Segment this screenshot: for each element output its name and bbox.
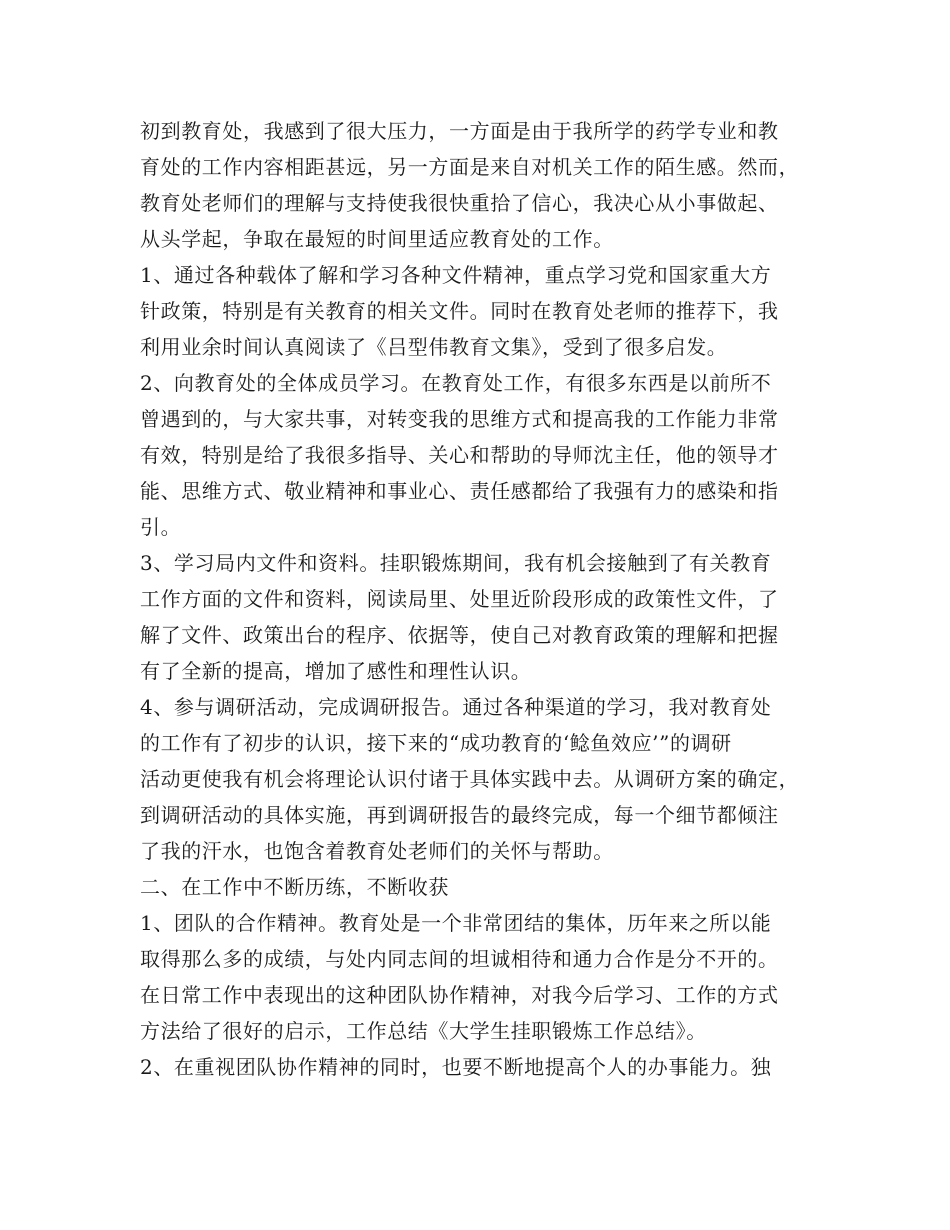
text-line: 教育处老师们的理解与支持使我很快重拾了信心，我决心从小事做起、 <box>140 191 779 215</box>
text-line: 工作方面的文件和资料，阅读局里、处里近阶段形成的政策性文件，了 <box>140 587 779 611</box>
text-line: 育处的工作内容相距甚远，另一方面是来自对机关工作的陌生感。然而， <box>140 155 800 179</box>
text-line: 有效，特别是给了我很多指导、关心和帮助的导师沈主任，他的领导才 <box>140 443 779 467</box>
text-line: 初到教育处，我感到了很大压力，一方面是由于我所学的药学专业和教 <box>140 119 779 143</box>
section-heading: 二、在工作中不断历练，不断收获 <box>140 875 449 899</box>
text-line: 引。 <box>140 515 182 539</box>
text-line: 的工作有了初步的认识，接下来的“成功教育的‘鲶鱼效应’”的调研 <box>140 731 732 755</box>
text-line: 1、团队的合作精神。教育处是一个非常团结的集体，历年来之所以能 <box>140 911 772 935</box>
text-line: 3、学习局内文件和资料。挂职锻炼期间，我有机会接触到了有关教育 <box>140 551 772 575</box>
text-line: 4、参与调研活动，完成调研报告。通过各种渠道的学习，我对教育处 <box>140 695 772 719</box>
text-line: 到调研活动的具体实施，再到调研报告的最终完成，每一个细节都倾注 <box>140 803 779 827</box>
text-line: 方法给了很好的启示，工作总结《大学生挂职锻炼工作总结》。 <box>140 1019 707 1043</box>
text-line: 取得那么多的成绩，与处内同志间的坦诚相待和通力合作是分不开的。 <box>140 947 779 971</box>
text-line: 了我的汗水，也饱含着教育处老师们的关怀与帮助。 <box>140 839 614 863</box>
text-line: 从头学起，争取在最短的时间里适应教育处的工作。 <box>140 227 614 251</box>
text-line: 活动更使我有机会将理论认识付诸于具体实践中去。从调研方案的确定， <box>140 767 800 791</box>
text-line: 能、思维方式、敬业精神和事业心、责任感都给了我强有力的感染和指 <box>140 479 779 503</box>
text-line: 利用业余时间认真阅读了《吕型伟教育文集》，受到了很多启发。 <box>140 335 728 359</box>
text-line: 1、通过各种载体了解和学习各种文件精神，重点学习党和国家重大方 <box>140 263 772 287</box>
text-line: 在日常工作中表现出的这种团队协作精神，对我今后学习、工作的方式 <box>140 983 779 1007</box>
text-line: 针政策，特别是有关教育的相关文件。同时在教育处老师的推荐下，我 <box>140 299 779 323</box>
text-line: 曾遇到的，与大家共事，对转变我的思维方式和提高我的工作能力非常 <box>140 407 779 431</box>
text-line: 2、在重视团队协作精神的同时，也要不断地提高个人的办事能力。独 <box>140 1055 772 1079</box>
text-line: 有了全新的提高，增加了感性和理性认识。 <box>140 659 532 683</box>
text-line: 解了文件、政策出台的程序、依据等，使自己对教育政策的理解和把握 <box>140 623 779 647</box>
text-line: 2、向教育处的全体成员学习。在教育处工作，有很多东西是以前所不 <box>140 371 772 395</box>
document-body <box>140 113 840 1085</box>
